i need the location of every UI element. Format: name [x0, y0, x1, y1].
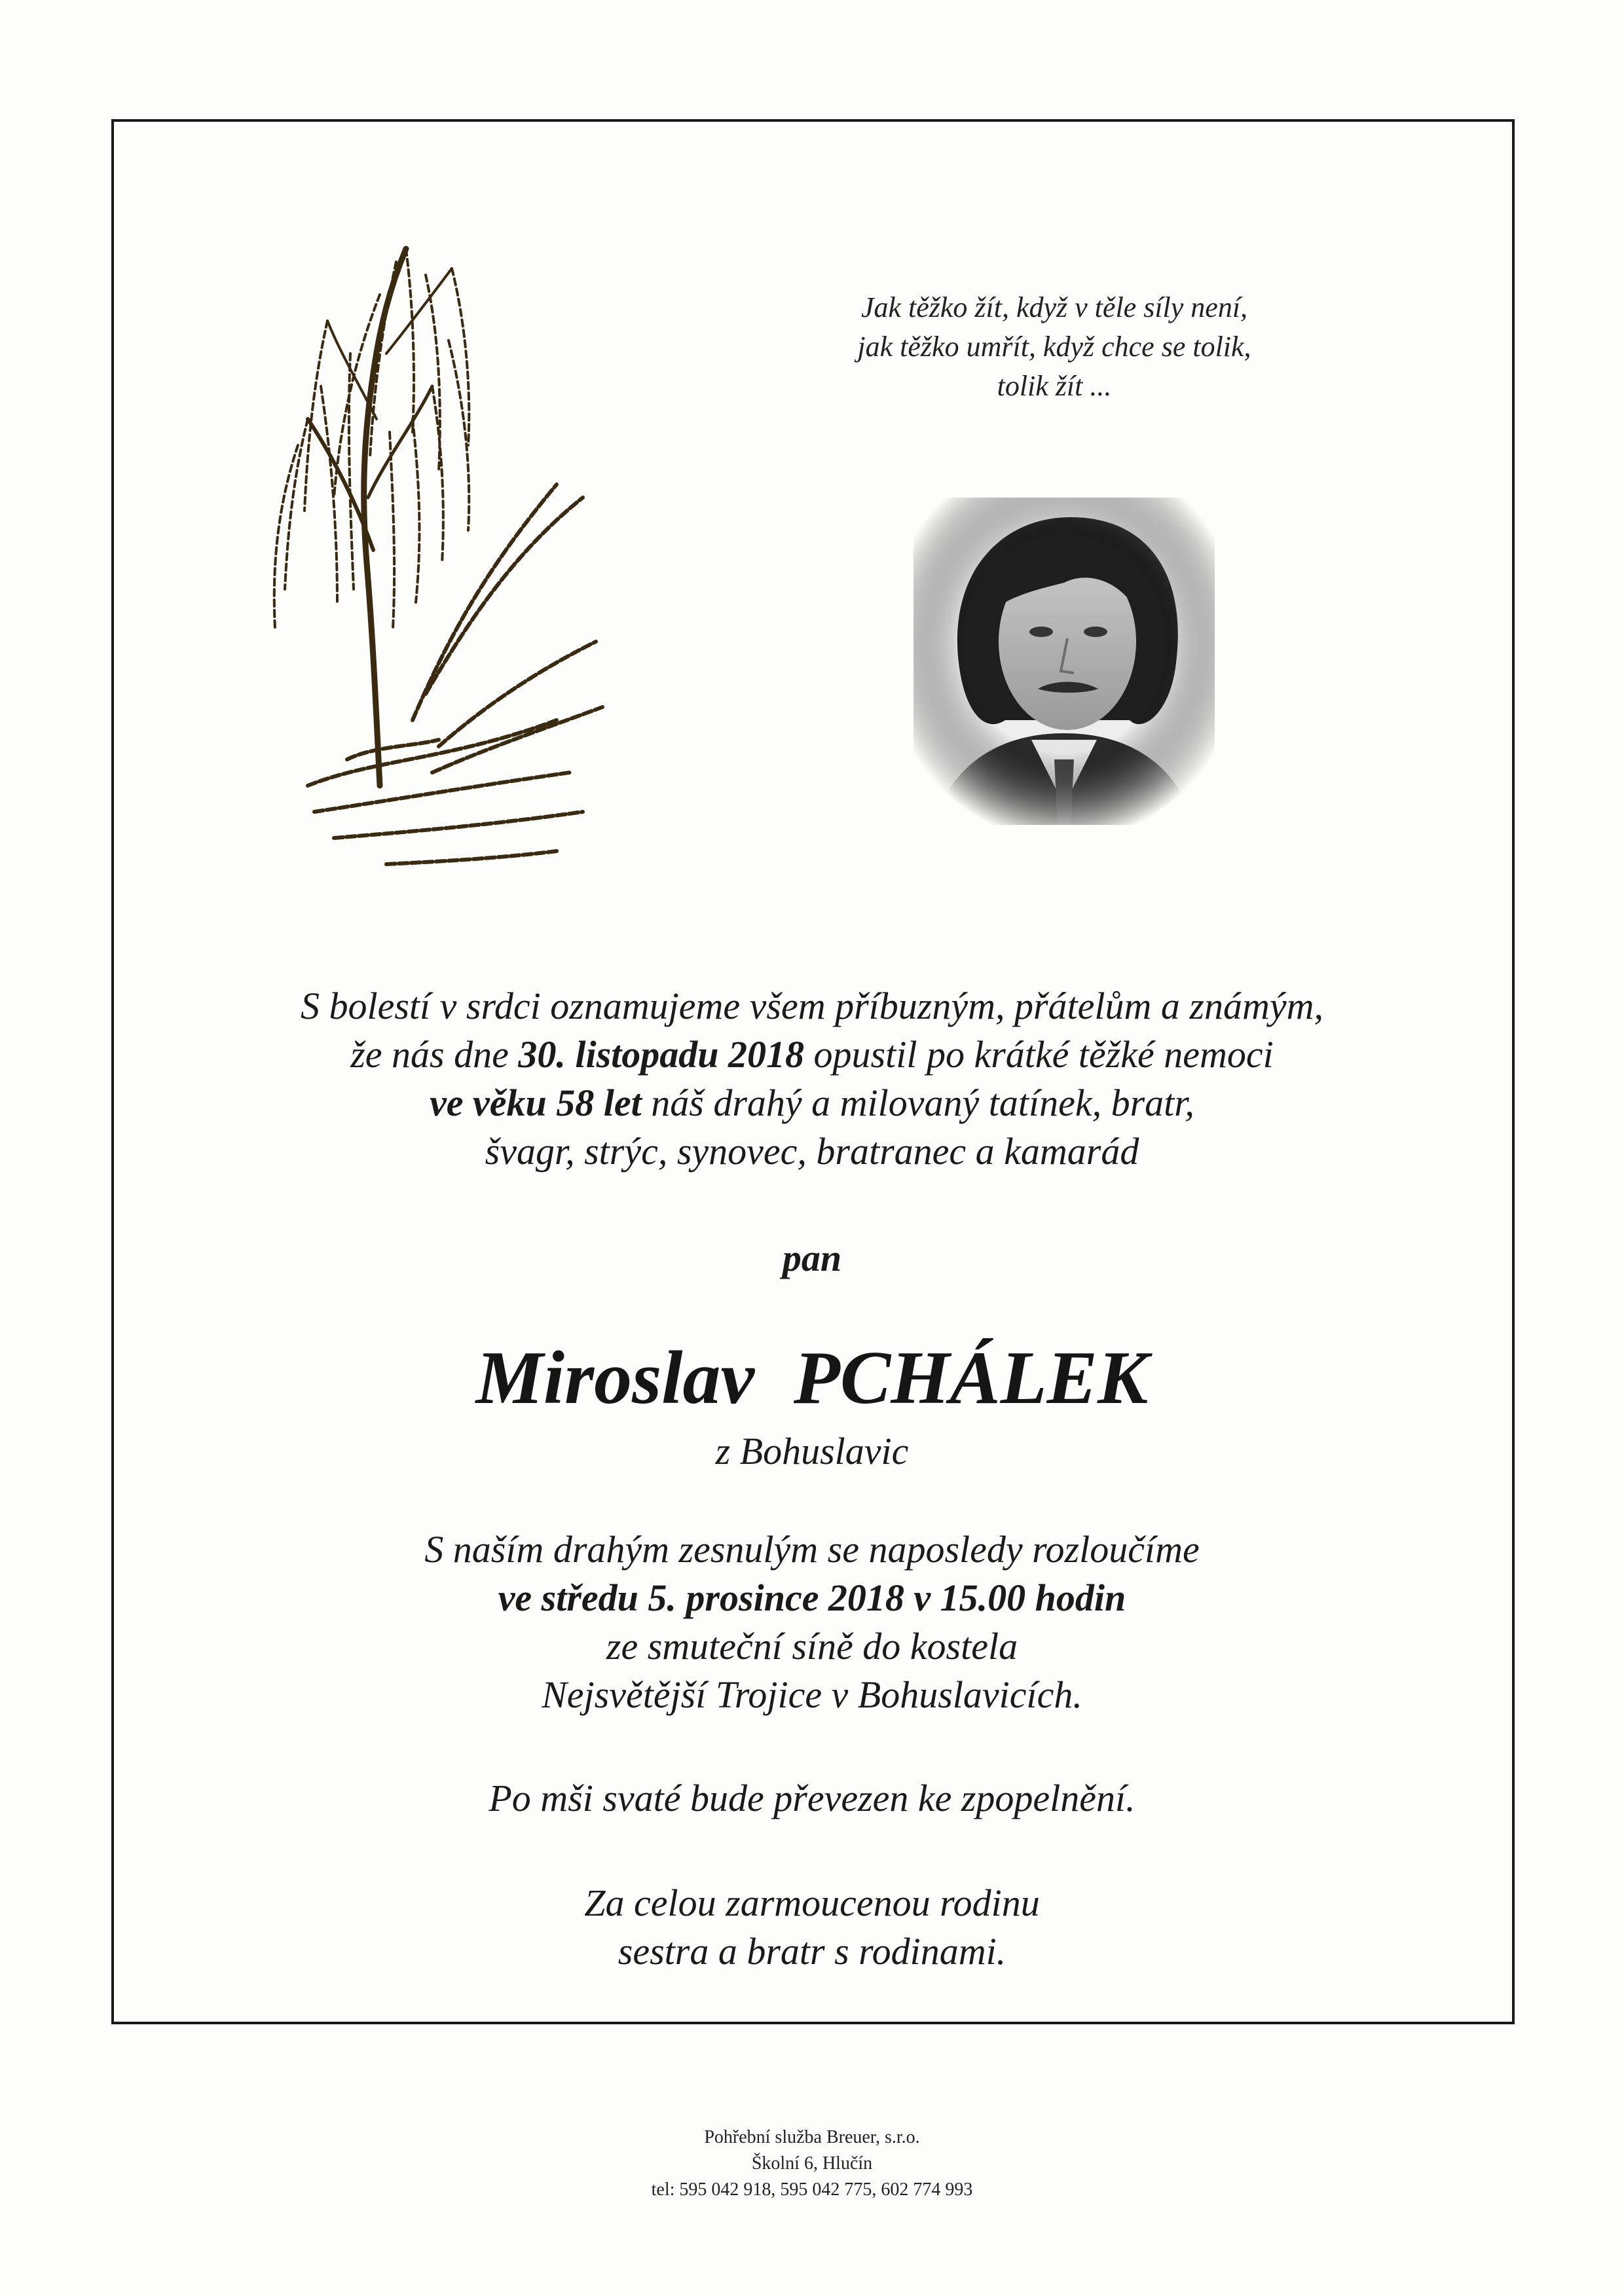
ceremony-line: Nejsvětější Trojice v Bohuslavicích.	[542, 1673, 1082, 1716]
ceremony-date-text: ve středu 5. prosince 2018 v 15.00 hodin	[498, 1576, 1126, 1619]
portrait-photo	[913, 498, 1215, 825]
poem-line: tolik žít ...	[997, 370, 1112, 402]
footer	[0, 2124, 1624, 2203]
text-segment: že nás dne	[350, 1033, 519, 1076]
deceased-name	[0, 1332, 1624, 1424]
text-segment: náš drahý a milovaný tatínek, bratr,	[641, 1082, 1194, 1124]
announcement-line: švagr, strýc, synovec, bratranec a kamarád	[485, 1130, 1139, 1173]
poem-line: Jak těžko žít, když v těle síly není,	[860, 291, 1248, 323]
poem-line: jak těžko umřít, když chce se tolik,	[857, 331, 1251, 363]
date-of-death: 30. listopadu 2018	[518, 1033, 805, 1076]
ceremony-line: S naším drahým zesnulým se naposledy rozloučíme	[424, 1528, 1200, 1571]
footer-phones: tel: 595 042 918, 595 042 775, 602 774 993	[651, 2179, 973, 2200]
text-segment: opustil po krátké těžké nemoci	[804, 1033, 1274, 1076]
announcement-line	[0, 1030, 1624, 1079]
ceremony-line: ze smuteční síně do kostela	[606, 1625, 1018, 1667]
poem	[773, 288, 1336, 406]
willow-tree-illustration	[216, 223, 622, 884]
origin: z Bohuslavic	[715, 1430, 909, 1472]
announcement-line: S bolestí v srdci oznamujeme všem příbuzným, přátelům a známým,	[300, 985, 1324, 1027]
last-name: PCHÁLEK	[793, 1336, 1149, 1420]
signature	[0, 1879, 1624, 1976]
cremation-note: Po mši svaté bude převezen ke zpopelnění.	[489, 1777, 1135, 1819]
footer-address: Školní 6, Hlučín	[751, 2153, 873, 2174]
announcement	[0, 982, 1624, 1176]
title-word: pan	[782, 1237, 842, 1279]
footer-company: Pohřební služba Breuer, s.r.o.	[704, 2127, 920, 2147]
first-name: Miroslav	[475, 1336, 754, 1420]
signature-line: Za celou zarmoucenou rodinu	[584, 1882, 1040, 1924]
age: ve věku 58 let	[430, 1082, 642, 1124]
ceremony-info	[0, 1525, 1624, 1719]
ceremony-date	[0, 1574, 1624, 1622]
signature-line: sestra a bratr s rodinami.	[618, 1930, 1006, 1973]
announcement-line	[0, 1079, 1624, 1127]
